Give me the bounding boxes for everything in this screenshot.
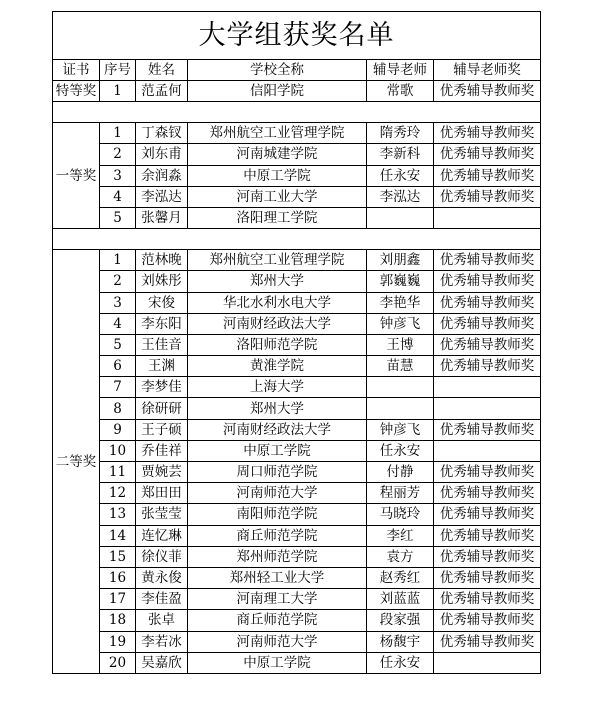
cell-advisor: 马晓玲 [367,504,434,525]
cell-school: 商丘师范学院 [188,525,367,546]
table-row [53,483,541,504]
table-row [53,313,541,334]
table-row [53,271,541,292]
cell-name: 王渊 [136,356,188,377]
cell-name: 黄永俊 [136,567,188,588]
table-row [53,186,541,207]
cell-advisor-award: 优秀辅导教师奖 [434,271,541,292]
table-row [53,610,541,631]
cell-school: 南阳师范学院 [188,504,367,525]
table-row [53,440,541,461]
cell-name: 刘姝彤 [136,271,188,292]
cell-school: 郑州师范学院 [188,546,367,567]
cell-name: 连忆琳 [136,525,188,546]
cell-number: 5 [100,334,136,355]
cell-name: 范孟何 [136,81,188,102]
header-certificate: 证书 [53,60,100,81]
cell-advisor: 李新科 [367,144,434,165]
cell-advisor-award: 优秀辅导教师奖 [434,186,541,207]
cell-school: 河南财经政法大学 [188,419,367,440]
header-advisor: 辅导老师 [367,60,434,81]
cell-number: 14 [100,525,136,546]
cell-advisor: 常歌 [367,81,434,102]
cell-school: 河南师范大学 [188,631,367,652]
cell-advisor: 任永安 [367,165,434,186]
cell-number: 1 [100,250,136,271]
table-row [53,292,541,313]
header-number: 序号 [100,60,136,81]
table-row [53,334,541,355]
cell-advisor-award: 优秀辅导教师奖 [434,313,541,334]
cell-name: 徐研研 [136,398,188,419]
cell-name: 张卓 [136,610,188,631]
cell-advisor: 刘朋鑫 [367,250,434,271]
cell-advisor-award [434,652,541,673]
cell-number: 4 [100,186,136,207]
cell-advisor-award: 优秀辅导教师奖 [434,419,541,440]
cell-number: 8 [100,398,136,419]
cell-advisor: 苗慧 [367,356,434,377]
table-row [53,652,541,673]
cell-school: 郑州大学 [188,271,367,292]
separator-cell [53,229,541,250]
award-table [52,11,541,674]
cell-advisor-award: 优秀辅导教师奖 [434,567,541,588]
group-separator-row [53,102,541,123]
cell-number: 11 [100,462,136,483]
page-title: 大学组获奖名单 [53,12,541,60]
cell-advisor: 郭巍巍 [367,271,434,292]
cell-number: 2 [100,271,136,292]
cell-advisor: 任永安 [367,652,434,673]
table-row [53,546,541,567]
cell-advisor-award [434,398,541,419]
cell-advisor-award: 优秀辅导教师奖 [434,165,541,186]
cell-advisor-award: 优秀辅导教师奖 [434,250,541,271]
cell-school: 郑州轻工业大学 [188,567,367,588]
cell-number: 19 [100,631,136,652]
cell-school: 洛阳师范学院 [188,334,367,355]
cell-advisor-award [434,377,541,398]
cell-school: 河南城建学院 [188,144,367,165]
cell-name: 李东阳 [136,313,188,334]
cell-number: 1 [100,81,136,102]
cell-school: 郑州航空工业管理学院 [188,250,367,271]
table-row [53,250,541,271]
cell-number: 2 [100,144,136,165]
cell-advisor: 任永安 [367,440,434,461]
cell-school: 河南师范大学 [188,483,367,504]
table-row [53,462,541,483]
cell-school: 河南理工大学 [188,589,367,610]
table-row [53,165,541,186]
award-level-cell: 一等奖 [53,123,100,229]
table-row [53,631,541,652]
cell-school: 河南工业大学 [188,186,367,207]
table-row [53,419,541,440]
award-level-cell: 特等奖 [53,81,100,102]
cell-name: 宋俊 [136,292,188,313]
cell-number: 17 [100,589,136,610]
cell-number: 18 [100,610,136,631]
cell-school: 郑州航空工业管理学院 [188,123,367,144]
cell-school: 黄淮学院 [188,356,367,377]
header-school: 学校全称 [188,60,367,81]
cell-name: 李佳盈 [136,589,188,610]
table-row [53,504,541,525]
table-row [53,123,541,144]
cell-school: 周口师范学院 [188,462,367,483]
cell-advisor-award: 优秀辅导教师奖 [434,610,541,631]
cell-name: 丁森钗 [136,123,188,144]
cell-number: 4 [100,313,136,334]
cell-school: 中原工学院 [188,440,367,461]
cell-advisor: 李红 [367,525,434,546]
cell-school: 河南财经政法大学 [188,313,367,334]
cell-name: 贾婉芸 [136,462,188,483]
cell-advisor-award: 优秀辅导教师奖 [434,631,541,652]
cell-school: 中原工学院 [188,652,367,673]
cell-advisor-award: 优秀辅导教师奖 [434,462,541,483]
cell-name: 刘东甫 [136,144,188,165]
cell-advisor-award: 优秀辅导教师奖 [434,546,541,567]
cell-advisor: 付静 [367,462,434,483]
header-name: 姓名 [136,60,188,81]
cell-name: 李泓达 [136,186,188,207]
cell-number: 10 [100,440,136,461]
cell-advisor: 隋秀玲 [367,123,434,144]
cell-number: 7 [100,377,136,398]
cell-number: 15 [100,546,136,567]
cell-number: 16 [100,567,136,588]
cell-advisor-award [434,207,541,228]
cell-advisor-award: 优秀辅导教师奖 [434,356,541,377]
cell-advisor [367,398,434,419]
award-table-body [53,12,541,674]
cell-number: 5 [100,207,136,228]
table-row [53,81,541,102]
cell-number: 13 [100,504,136,525]
cell-name: 吴嘉欣 [136,652,188,673]
cell-advisor [367,207,434,228]
cell-name: 李梦佳 [136,377,188,398]
cell-advisor-award: 优秀辅导教师奖 [434,144,541,165]
cell-name: 王子硕 [136,419,188,440]
cell-advisor: 袁方 [367,546,434,567]
cell-advisor-award: 优秀辅导教师奖 [434,525,541,546]
table-row [53,207,541,228]
cell-advisor-award: 优秀辅导教师奖 [434,81,541,102]
cell-advisor-award: 优秀辅导教师奖 [434,334,541,355]
cell-name: 张馨月 [136,207,188,228]
cell-name: 王佳音 [136,334,188,355]
cell-number: 6 [100,356,136,377]
cell-school: 华北水利水电大学 [188,292,367,313]
cell-advisor: 李艳华 [367,292,434,313]
cell-name: 郑田田 [136,483,188,504]
cell-school: 中原工学院 [188,165,367,186]
cell-number: 3 [100,292,136,313]
table-row [53,567,541,588]
table-row [53,356,541,377]
cell-name: 范林晚 [136,250,188,271]
cell-school: 郑州大学 [188,398,367,419]
table-row [53,144,541,165]
cell-school: 洛阳理工学院 [188,207,367,228]
cell-advisor: 段家强 [367,610,434,631]
cell-advisor-award: 优秀辅导教师奖 [434,504,541,525]
group-separator-row [53,229,541,250]
award-level-cell: 二等奖 [53,250,100,674]
cell-school: 上海大学 [188,377,367,398]
table-row [53,525,541,546]
cell-number: 1 [100,123,136,144]
header-advisor-award: 辅导老师奖 [434,60,541,81]
cell-advisor-award: 优秀辅导教师奖 [434,292,541,313]
cell-advisor: 刘蓝蓝 [367,589,434,610]
cell-advisor: 钟彦飞 [367,419,434,440]
cell-advisor: 程丽芳 [367,483,434,504]
cell-advisor: 李泓达 [367,186,434,207]
cell-advisor: 钟彦飞 [367,313,434,334]
cell-advisor: 杨馥宇 [367,631,434,652]
cell-advisor-award: 优秀辅导教师奖 [434,589,541,610]
cell-number: 12 [100,483,136,504]
cell-advisor-award: 优秀辅导教师奖 [434,483,541,504]
cell-name: 张莹莹 [136,504,188,525]
award-list-sheet [52,11,540,674]
cell-advisor [367,377,434,398]
cell-name: 李若冰 [136,631,188,652]
table-row [53,377,541,398]
cell-number: 3 [100,165,136,186]
cell-advisor-award [434,440,541,461]
cell-name: 乔佳祥 [136,440,188,461]
table-row [53,398,541,419]
cell-number: 9 [100,419,136,440]
separator-cell [53,102,541,123]
cell-advisor-award: 优秀辅导教师奖 [434,123,541,144]
cell-school: 商丘师范学院 [188,610,367,631]
cell-advisor: 王博 [367,334,434,355]
header-row [53,60,541,81]
cell-number: 20 [100,652,136,673]
table-row [53,589,541,610]
cell-name: 徐仪菲 [136,546,188,567]
cell-school: 信阳学院 [188,81,367,102]
cell-name: 余润淼 [136,165,188,186]
cell-advisor: 赵秀红 [367,567,434,588]
